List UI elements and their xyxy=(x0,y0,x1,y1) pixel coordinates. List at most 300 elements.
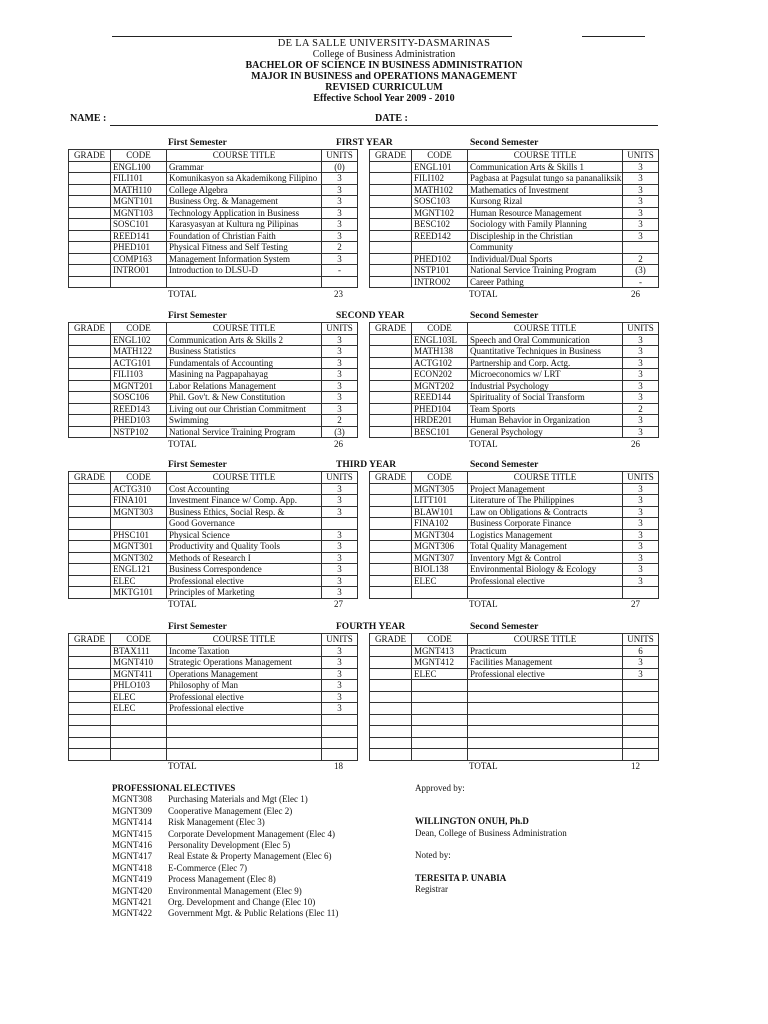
second-semester-label: Second Semester xyxy=(470,622,539,632)
course-title: Methods of Research I xyxy=(167,552,322,564)
grade-cell[interactable] xyxy=(69,680,111,692)
course-units xyxy=(623,587,659,599)
course-title: Principles of Marketing xyxy=(167,587,322,599)
grade-cell[interactable] xyxy=(69,749,111,761)
first-semester-label: First Semester xyxy=(168,460,227,470)
grade-cell[interactable] xyxy=(370,575,412,587)
course-title: Communication Arts & Skills 2 xyxy=(167,334,322,346)
course-row xyxy=(69,219,358,231)
second-semester-total xyxy=(369,289,658,300)
grade-cell[interactable] xyxy=(69,714,111,726)
course-units: 3 xyxy=(623,173,659,185)
course-units: 3 xyxy=(623,495,659,507)
grade-cell[interactable] xyxy=(370,357,412,369)
course-units: 3 xyxy=(322,392,358,404)
course-units: 3 xyxy=(623,506,659,518)
course-row xyxy=(370,749,659,761)
elective-item xyxy=(112,840,338,851)
grade-cell[interactable] xyxy=(69,369,111,381)
course-code: FILI103 xyxy=(111,369,167,381)
first-semester-total xyxy=(68,761,357,772)
course-row xyxy=(370,714,659,726)
course-units: 3 xyxy=(322,380,358,392)
elective-code: MGNT414 xyxy=(112,817,152,828)
program-name: BACHELOR OF SCIENCE IN BUSINESS ADMINISTRATION xyxy=(245,60,523,71)
course-row xyxy=(370,657,659,669)
course-title: Professional elective xyxy=(468,668,623,680)
course-row xyxy=(69,253,358,265)
college-name: College of Business Administration xyxy=(312,49,456,60)
course-code xyxy=(412,749,468,761)
course-units: 3 xyxy=(623,392,659,404)
grade-cell[interactable] xyxy=(69,161,111,173)
course-row xyxy=(69,346,358,358)
grade-cell[interactable] xyxy=(370,552,412,564)
header-units: UNITS xyxy=(322,323,358,335)
course-title: Physical Science xyxy=(167,529,322,541)
elective-title: Risk Management (Elec 3) xyxy=(168,817,265,828)
major-name: MAJOR IN BUSINESS and OPERATIONS MANAGEMENT xyxy=(251,71,517,82)
course-units xyxy=(322,726,358,738)
header-code: CODE xyxy=(111,150,167,162)
course-title: Management Information System xyxy=(167,253,322,265)
elective-item xyxy=(112,794,338,805)
header-title: COURSE TITLE xyxy=(167,150,322,162)
grade-cell[interactable] xyxy=(69,703,111,715)
course-row xyxy=(370,184,659,196)
course-units: 3 xyxy=(623,657,659,669)
grade-cell[interactable] xyxy=(69,276,111,288)
course-code xyxy=(412,726,468,738)
course-title xyxy=(167,276,322,288)
header-units: UNITS xyxy=(623,472,659,484)
grade-cell[interactable] xyxy=(69,392,111,404)
grade-cell[interactable] xyxy=(69,552,111,564)
date-field[interactable] xyxy=(413,115,658,126)
course-code xyxy=(412,587,468,599)
second-semester-total xyxy=(369,761,658,772)
course-code: ENGL102 xyxy=(111,334,167,346)
grade-cell[interactable] xyxy=(69,506,111,518)
course-units: 3 xyxy=(322,230,358,242)
grade-cell[interactable] xyxy=(370,691,412,703)
course-units: 3 xyxy=(623,415,659,427)
course-code: MGNT302 xyxy=(111,552,167,564)
course-title: Business Statistics xyxy=(167,346,322,358)
course-row xyxy=(370,529,659,541)
course-title: Community xyxy=(468,242,623,254)
grade-cell[interactable] xyxy=(370,703,412,715)
course-code xyxy=(111,749,167,761)
grade-cell[interactable] xyxy=(370,207,412,219)
grade-cell[interactable] xyxy=(69,495,111,507)
course-title: Law on Obligations & Contracts xyxy=(468,506,623,518)
course-title: Strategic Operations Management xyxy=(167,657,322,669)
grade-cell[interactable] xyxy=(370,334,412,346)
course-code: INTRO02 xyxy=(412,276,468,288)
grade-cell[interactable] xyxy=(69,483,111,495)
course-title: Logistics Management xyxy=(468,529,623,541)
course-code: REED142 xyxy=(412,230,468,242)
course-units: 3 xyxy=(322,552,358,564)
course-code: MGNT307 xyxy=(412,552,468,564)
course-code xyxy=(111,518,167,530)
grade-cell[interactable] xyxy=(370,518,412,530)
course-units: 3 xyxy=(623,518,659,530)
course-row xyxy=(370,668,659,680)
course-code: ELEC xyxy=(111,691,167,703)
course-code: MGNT103 xyxy=(111,207,167,219)
grade-cell[interactable] xyxy=(370,506,412,518)
course-title: Business Org. & Management xyxy=(167,196,322,208)
header-title: COURSE TITLE xyxy=(167,323,322,335)
grade-cell[interactable] xyxy=(370,230,412,242)
course-row xyxy=(370,392,659,404)
total-units: 27 xyxy=(631,599,640,609)
header-grade: GRADE xyxy=(370,472,412,484)
course-row xyxy=(370,380,659,392)
course-code: ENGL103L xyxy=(412,334,468,346)
grade-cell[interactable] xyxy=(69,242,111,254)
course-code: MGNT413 xyxy=(412,645,468,657)
grade-cell[interactable] xyxy=(69,541,111,553)
grade-cell[interactable] xyxy=(69,334,111,346)
grade-cell[interactable] xyxy=(69,426,111,438)
course-units: 3 xyxy=(623,426,659,438)
course-row xyxy=(370,575,659,587)
course-code: ECON202 xyxy=(412,369,468,381)
course-row xyxy=(370,541,659,553)
elective-title: Real Estate & Property Management (Elec 6) xyxy=(168,851,332,862)
course-row xyxy=(370,737,659,749)
course-row xyxy=(69,357,358,369)
second-semester-table xyxy=(369,149,659,288)
course-code xyxy=(111,726,167,738)
elective-item xyxy=(112,817,338,828)
course-row xyxy=(370,415,659,427)
course-title: General Psychology xyxy=(468,426,623,438)
grade-cell[interactable] xyxy=(370,426,412,438)
course-units: 3 xyxy=(322,541,358,553)
grade-cell[interactable] xyxy=(370,680,412,692)
course-row xyxy=(69,483,358,495)
header-code: CODE xyxy=(412,472,468,484)
grade-cell[interactable] xyxy=(69,645,111,657)
grade-cell[interactable] xyxy=(69,346,111,358)
course-code: ELEC xyxy=(412,575,468,587)
course-units xyxy=(623,680,659,692)
course-units xyxy=(623,242,659,254)
course-row xyxy=(69,645,358,657)
course-code: REED141 xyxy=(111,230,167,242)
course-units: 3 xyxy=(322,587,358,599)
grade-cell[interactable] xyxy=(370,392,412,404)
header-grade: GRADE xyxy=(370,150,412,162)
elective-code: MGNT417 xyxy=(112,851,152,862)
course-units: 3 xyxy=(322,645,358,657)
grade-cell[interactable] xyxy=(370,714,412,726)
header-grade: GRADE xyxy=(69,323,111,335)
course-units: 3 xyxy=(322,564,358,576)
grade-cell[interactable] xyxy=(69,207,111,219)
course-units: 2 xyxy=(623,403,659,415)
grade-cell[interactable] xyxy=(69,518,111,530)
course-units: 3 xyxy=(322,506,358,518)
course-units: 3 xyxy=(322,403,358,415)
grade-cell[interactable] xyxy=(370,415,412,427)
grade-cell[interactable] xyxy=(370,737,412,749)
elective-item xyxy=(112,886,338,897)
grade-cell[interactable] xyxy=(69,380,111,392)
grade-cell[interactable] xyxy=(370,369,412,381)
grade-cell[interactable] xyxy=(370,541,412,553)
grade-cell[interactable] xyxy=(69,726,111,738)
grade-cell[interactable] xyxy=(69,691,111,703)
course-row xyxy=(370,334,659,346)
course-code: FINA101 xyxy=(111,495,167,507)
grade-cell[interactable] xyxy=(69,219,111,231)
course-title: Phil. Gov't. & New Constitution xyxy=(167,392,322,404)
course-code: MGNT101 xyxy=(111,196,167,208)
course-title: Income Taxation xyxy=(167,645,322,657)
course-units: 3 xyxy=(623,334,659,346)
course-title xyxy=(167,737,322,749)
course-code: BTAX111 xyxy=(111,645,167,657)
course-units: 3 xyxy=(322,680,358,692)
elective-title: Cooperative Management (Elec 2) xyxy=(168,805,293,816)
course-row xyxy=(69,276,358,288)
course-units: 6 xyxy=(623,645,659,657)
grade-cell[interactable] xyxy=(370,253,412,265)
grade-cell[interactable] xyxy=(370,276,412,288)
course-code: FILI101 xyxy=(111,173,167,185)
course-row xyxy=(370,726,659,738)
course-row xyxy=(69,230,358,242)
course-title: Kursong Rizal xyxy=(468,196,623,208)
header-units: UNITS xyxy=(623,634,659,646)
course-code xyxy=(412,691,468,703)
course-title: Speech and Oral Communication xyxy=(468,334,623,346)
course-title: Partnership and Corp. Actg. xyxy=(468,357,623,369)
grade-cell[interactable] xyxy=(69,564,111,576)
grade-cell[interactable] xyxy=(370,657,412,669)
grade-cell[interactable] xyxy=(69,415,111,427)
grade-cell[interactable] xyxy=(370,726,412,738)
course-title: Komunikasyon sa Akademikong Filipino xyxy=(167,173,322,185)
course-title: Business Correspondence xyxy=(167,564,322,576)
course-code: PHED103 xyxy=(111,415,167,427)
course-row xyxy=(69,691,358,703)
elective-title: Government Mgt. & Public Relations (Elec 11) xyxy=(168,908,339,919)
course-code xyxy=(412,714,468,726)
first-semester-label: First Semester xyxy=(168,138,227,148)
course-row xyxy=(69,380,358,392)
professional-electives xyxy=(112,783,338,920)
course-row xyxy=(69,575,358,587)
total-units: 27 xyxy=(334,599,343,609)
course-row xyxy=(69,703,358,715)
course-code: MGNT411 xyxy=(111,668,167,680)
course-row xyxy=(370,253,659,265)
course-code: MGNT306 xyxy=(412,541,468,553)
grade-cell[interactable] xyxy=(69,173,111,185)
course-units xyxy=(623,714,659,726)
course-code: MKTG101 xyxy=(111,587,167,599)
noted-by-label: Noted by: xyxy=(415,850,451,861)
course-units: 2 xyxy=(322,415,358,427)
grade-cell[interactable] xyxy=(370,196,412,208)
total-units: 12 xyxy=(631,761,640,771)
grade-cell[interactable] xyxy=(69,196,111,208)
course-row xyxy=(370,219,659,231)
course-title: Investment Finance w/ Comp. App. xyxy=(167,495,322,507)
course-row xyxy=(69,415,358,427)
grade-cell[interactable] xyxy=(69,253,111,265)
grade-cell[interactable] xyxy=(69,265,111,277)
course-code: PHED101 xyxy=(111,242,167,254)
course-units: 3 xyxy=(322,253,358,265)
first-semester-total xyxy=(68,289,357,300)
course-title: Technology Application in Business xyxy=(167,207,322,219)
course-row xyxy=(69,369,358,381)
second-semester-total xyxy=(369,599,658,610)
second-semester-label: Second Semester xyxy=(470,460,539,470)
course-code: NSTP102 xyxy=(111,426,167,438)
course-units: 3 xyxy=(623,207,659,219)
course-row xyxy=(370,552,659,564)
elective-code: MGNT308 xyxy=(112,794,152,805)
grade-cell[interactable] xyxy=(370,184,412,196)
top-rule-left xyxy=(112,36,512,37)
course-row xyxy=(370,230,659,242)
total-units: 26 xyxy=(334,438,343,449)
grade-cell[interactable] xyxy=(370,380,412,392)
course-code: PHED104 xyxy=(412,403,468,415)
header-units: UNITS xyxy=(322,150,358,162)
approver-title: Dean, College of Business Administration xyxy=(415,827,567,838)
grade-cell[interactable] xyxy=(370,587,412,599)
course-title: Swimming xyxy=(167,415,322,427)
course-code xyxy=(412,703,468,715)
course-units: 3 xyxy=(623,575,659,587)
course-code: MGNT202 xyxy=(412,380,468,392)
grade-cell[interactable] xyxy=(69,357,111,369)
grade-cell[interactable] xyxy=(370,749,412,761)
grade-cell[interactable] xyxy=(370,173,412,185)
course-code: MGNT410 xyxy=(111,657,167,669)
header-code: CODE xyxy=(412,323,468,335)
year-label: THIRD YEAR xyxy=(336,460,397,470)
course-title: Labor Relations Management xyxy=(167,380,322,392)
grade-cell[interactable] xyxy=(370,483,412,495)
course-row xyxy=(69,161,358,173)
course-title: Professional elective xyxy=(167,691,322,703)
grade-cell[interactable] xyxy=(370,495,412,507)
header-units: UNITS xyxy=(623,323,659,335)
grade-cell[interactable] xyxy=(69,587,111,599)
course-row xyxy=(370,587,659,599)
course-row xyxy=(69,668,358,680)
course-title: Practicum xyxy=(468,645,623,657)
total-units: 26 xyxy=(631,438,640,449)
grade-cell[interactable] xyxy=(370,242,412,254)
header-title: COURSE TITLE xyxy=(468,323,623,335)
course-row xyxy=(370,276,659,288)
course-row xyxy=(69,587,358,599)
course-title xyxy=(468,726,623,738)
grade-cell[interactable] xyxy=(370,403,412,415)
grade-cell[interactable] xyxy=(370,529,412,541)
grade-cell[interactable] xyxy=(69,184,111,196)
course-row xyxy=(370,645,659,657)
course-title: Professional elective xyxy=(468,575,623,587)
second-semester-table xyxy=(369,322,659,438)
approval-block xyxy=(415,783,567,895)
elective-code: MGNT422 xyxy=(112,908,152,919)
grade-cell[interactable] xyxy=(69,403,111,415)
course-code xyxy=(412,680,468,692)
grade-cell[interactable] xyxy=(370,265,412,277)
course-title: Business Corporate Finance xyxy=(468,518,623,530)
total-label: TOTAL xyxy=(469,438,498,449)
course-row xyxy=(69,426,358,438)
grade-cell[interactable] xyxy=(370,346,412,358)
grade-cell[interactable] xyxy=(69,529,111,541)
course-code: MGNT201 xyxy=(111,380,167,392)
second-semester-label: Second Semester xyxy=(470,138,539,148)
course-title: Human Behavior in Organization xyxy=(468,415,623,427)
elective-code: MGNT419 xyxy=(112,874,152,885)
second-semester-table xyxy=(369,633,659,761)
course-code: BIOL138 xyxy=(412,564,468,576)
course-title xyxy=(468,703,623,715)
first-semester-table xyxy=(68,322,358,438)
course-units: 3 xyxy=(322,703,358,715)
grade-cell[interactable] xyxy=(370,645,412,657)
course-code: MATH122 xyxy=(111,346,167,358)
course-units: 3 xyxy=(322,691,358,703)
course-code: MGNT301 xyxy=(111,541,167,553)
elective-title: Purchasing Materials and Mgt (Elec 1) xyxy=(168,794,308,805)
course-title xyxy=(468,691,623,703)
course-row xyxy=(69,541,358,553)
grade-cell[interactable] xyxy=(69,575,111,587)
course-code: BESC102 xyxy=(412,219,468,231)
course-title: Communication Arts & Skills 1 xyxy=(468,161,623,173)
grade-cell[interactable] xyxy=(69,737,111,749)
course-code: PHSC101 xyxy=(111,529,167,541)
course-code xyxy=(111,737,167,749)
grade-cell[interactable] xyxy=(69,668,111,680)
course-units xyxy=(623,726,659,738)
grade-cell[interactable] xyxy=(69,230,111,242)
grade-cell[interactable] xyxy=(370,219,412,231)
second-semester-table xyxy=(369,471,659,599)
header-code: CODE xyxy=(111,323,167,335)
grade-cell[interactable] xyxy=(69,657,111,669)
name-field[interactable] xyxy=(110,115,420,126)
elective-item xyxy=(112,829,338,840)
grade-cell[interactable] xyxy=(370,161,412,173)
grade-cell[interactable] xyxy=(370,668,412,680)
grade-cell[interactable] xyxy=(370,564,412,576)
course-units: (3) xyxy=(322,426,358,438)
course-code: ELEC xyxy=(111,575,167,587)
course-code: REED143 xyxy=(111,403,167,415)
course-code: ENGL100 xyxy=(111,161,167,173)
course-units: 3 xyxy=(623,380,659,392)
course-units: - xyxy=(322,265,358,277)
